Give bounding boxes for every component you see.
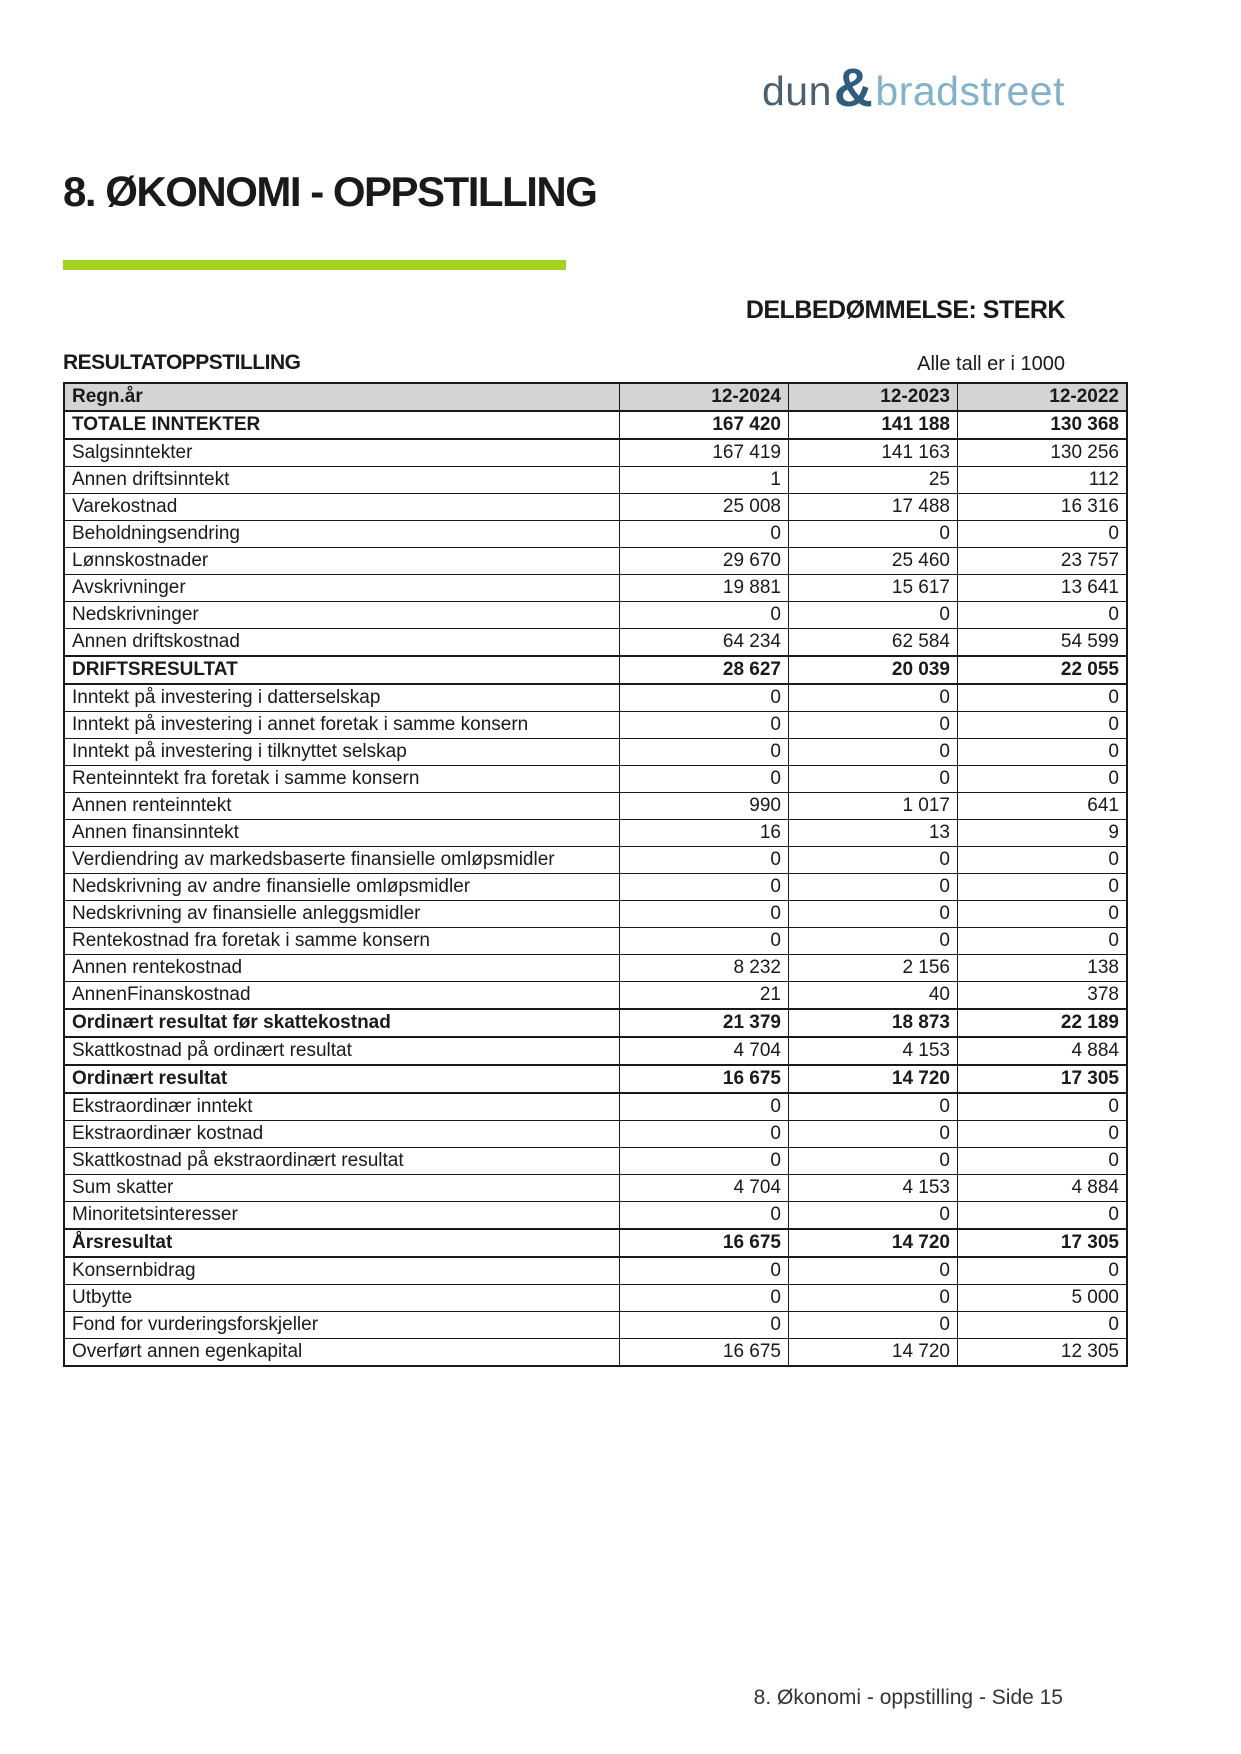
row-label: DRIFTSRESULTAT [64, 656, 620, 684]
row-value: 0 [958, 1202, 1128, 1230]
row-value: 0 [620, 928, 789, 955]
row-value: 0 [789, 712, 958, 739]
row-value: 0 [789, 847, 958, 874]
row-value: 12 305 [958, 1339, 1128, 1367]
row-label: Inntekt på investering i annet foretak i samme konsern [64, 712, 620, 739]
row-value: 0 [620, 1202, 789, 1230]
row-value: 14 720 [789, 1229, 958, 1257]
row-value: 0 [620, 602, 789, 629]
row-value: 13 641 [958, 575, 1128, 602]
table-row [64, 684, 1127, 712]
row-value: 0 [620, 1257, 789, 1285]
row-value: 0 [789, 684, 958, 712]
table-row [64, 1121, 1127, 1148]
row-value: 15 617 [789, 575, 958, 602]
table-row [64, 901, 1127, 928]
row-value: 17 305 [958, 1229, 1128, 1257]
row-value: 0 [789, 1121, 958, 1148]
row-label: Annen driftskostnad [64, 629, 620, 657]
table-row [64, 1009, 1127, 1037]
row-value: 0 [620, 901, 789, 928]
row-label: Inntekt på investering i tilknyttet selskap [64, 739, 620, 766]
row-value: 0 [789, 901, 958, 928]
row-value: 16 [620, 820, 789, 847]
row-label: Nedskrivning av andre finansielle omløpsmidler [64, 874, 620, 901]
table-body [64, 411, 1127, 1366]
table-row [64, 521, 1127, 548]
row-value: 0 [620, 1093, 789, 1121]
table-row [64, 739, 1127, 766]
units-note: Alle tall er i 1000 [917, 353, 1065, 375]
row-value: 0 [789, 521, 958, 548]
row-value: 0 [789, 739, 958, 766]
row-value: 0 [620, 521, 789, 548]
table-row [64, 1285, 1127, 1312]
logo-text-bradstreet: bradstreet [875, 67, 1065, 114]
row-value: 0 [958, 1121, 1128, 1148]
table-row [64, 793, 1127, 820]
row-label: Verdiendring av markedsbaserte finansielle omløpsmidler [64, 847, 620, 874]
row-value: 990 [620, 793, 789, 820]
row-value: 141 188 [789, 411, 958, 439]
row-label: Årsresultat [64, 1229, 620, 1257]
row-value: 0 [958, 521, 1128, 548]
page-footer: 8. Økonomi - oppstilling - Side 15 [753, 1686, 1063, 1709]
row-label: Annen driftsinntekt [64, 467, 620, 494]
row-value: 0 [958, 766, 1128, 793]
row-label: Lønnskostnader [64, 548, 620, 575]
table-header-row [64, 383, 1127, 411]
row-label: Salgsinntekter [64, 439, 620, 467]
row-value: 13 [789, 820, 958, 847]
row-value: 4 153 [789, 1037, 958, 1065]
row-label: Ordinært resultat før skattekostnad [64, 1009, 620, 1037]
row-value: 141 163 [789, 439, 958, 467]
table-row [64, 1339, 1127, 1367]
row-label: Annen rentekostnad [64, 955, 620, 982]
row-label: Ordinært resultat [64, 1065, 620, 1093]
row-value: 5 000 [958, 1285, 1128, 1312]
table-row [64, 439, 1127, 467]
column-header: 12-2023 [789, 383, 958, 411]
row-label: Annen renteinntekt [64, 793, 620, 820]
row-value: 0 [620, 1148, 789, 1175]
table-row [64, 1312, 1127, 1339]
row-label: AnnenFinanskostnad [64, 982, 620, 1010]
row-value: 2 156 [789, 955, 958, 982]
row-label: Minoritetsinteresser [64, 1202, 620, 1230]
table-row [64, 1093, 1127, 1121]
row-value: 25 008 [620, 494, 789, 521]
row-value: 16 675 [620, 1229, 789, 1257]
row-value: 0 [620, 712, 789, 739]
section-heading: RESULTATOPPSTILLING [63, 351, 301, 374]
row-value: 17 488 [789, 494, 958, 521]
row-value: 0 [958, 874, 1128, 901]
table-row [64, 955, 1127, 982]
table-row [64, 712, 1127, 739]
table-row [64, 1229, 1127, 1257]
table-row [64, 575, 1127, 602]
row-value: 16 316 [958, 494, 1128, 521]
row-value: 0 [789, 874, 958, 901]
column-header: 12-2022 [958, 383, 1128, 411]
row-label: Beholdningsendring [64, 521, 620, 548]
row-value: 167 419 [620, 439, 789, 467]
row-value: 112 [958, 467, 1128, 494]
table-row [64, 1065, 1127, 1093]
row-label: Overført annen egenkapital [64, 1339, 620, 1367]
row-value: 4 153 [789, 1175, 958, 1202]
row-value: 0 [958, 1093, 1128, 1121]
row-value: 28 627 [620, 656, 789, 684]
table-row [64, 874, 1127, 901]
row-value: 0 [958, 712, 1128, 739]
row-value: 1 [620, 467, 789, 494]
row-value: 0 [620, 684, 789, 712]
row-value: 0 [789, 602, 958, 629]
row-value: 0 [620, 1312, 789, 1339]
row-value: 0 [958, 928, 1128, 955]
assessment-heading: DELBEDØMMELSE: STERK [745, 296, 1065, 324]
row-value: 0 [958, 602, 1128, 629]
row-value: 21 379 [620, 1009, 789, 1037]
row-value: 4 704 [620, 1037, 789, 1065]
row-value: 9 [958, 820, 1128, 847]
row-value: 0 [620, 1285, 789, 1312]
logo-ampersand-icon: & [833, 58, 874, 118]
row-value: 20 039 [789, 656, 958, 684]
logo-text-dun: dun [761, 67, 832, 114]
row-label: Ekstraordinær inntekt [64, 1093, 620, 1121]
row-label: Konsernbidrag [64, 1257, 620, 1285]
row-value: 23 757 [958, 548, 1128, 575]
row-value: 641 [958, 793, 1128, 820]
table-row [64, 847, 1127, 874]
row-value: 0 [958, 901, 1128, 928]
row-value: 25 460 [789, 548, 958, 575]
table-row [64, 494, 1127, 521]
row-value: 0 [789, 1257, 958, 1285]
row-value: 0 [620, 847, 789, 874]
page-title: 8. ØKONOMI - OPPSTILLING [63, 168, 597, 215]
row-value: 8 232 [620, 955, 789, 982]
row-label: Utbytte [64, 1285, 620, 1312]
income-statement-table [63, 382, 1128, 1367]
row-value: 16 675 [620, 1339, 789, 1367]
row-value: 130 256 [958, 439, 1128, 467]
row-value: 138 [958, 955, 1128, 982]
row-value: 14 720 [789, 1065, 958, 1093]
row-value: 0 [958, 847, 1128, 874]
table-row [64, 1175, 1127, 1202]
row-value: 0 [789, 766, 958, 793]
table-row [64, 1148, 1127, 1175]
row-value: 1 017 [789, 793, 958, 820]
row-value: 54 599 [958, 629, 1128, 657]
table-row [64, 548, 1127, 575]
row-value: 0 [620, 1121, 789, 1148]
row-label: Varekostnad [64, 494, 620, 521]
row-value: 40 [789, 982, 958, 1010]
row-label: Renteinntekt fra foretak i samme konsern [64, 766, 620, 793]
title-underline-bar [63, 260, 566, 270]
row-label: Ekstraordinær kostnad [64, 1121, 620, 1148]
row-value: 4 704 [620, 1175, 789, 1202]
table-row [64, 602, 1127, 629]
column-header: Regn.år [64, 383, 620, 411]
row-value: 0 [958, 684, 1128, 712]
row-value: 18 873 [789, 1009, 958, 1037]
table-row [64, 656, 1127, 684]
row-value: 22 055 [958, 656, 1128, 684]
row-label: Skattkostnad på ekstraordinært resultat [64, 1148, 620, 1175]
table-row [64, 982, 1127, 1010]
row-value: 378 [958, 982, 1128, 1010]
table-row [64, 820, 1127, 847]
row-label: Nedskrivninger [64, 602, 620, 629]
column-header: 12-2024 [620, 383, 789, 411]
dun-bradstreet-logo [761, 58, 1065, 118]
row-value: 0 [789, 1285, 958, 1312]
row-value: 17 305 [958, 1065, 1128, 1093]
row-value: 62 584 [789, 629, 958, 657]
row-value: 16 675 [620, 1065, 789, 1093]
row-value: 130 368 [958, 411, 1128, 439]
row-label: Nedskrivning av finansielle anleggsmidler [64, 901, 620, 928]
table-row [64, 1257, 1127, 1285]
table-row [64, 928, 1127, 955]
table-row [64, 766, 1127, 793]
row-label: Sum skatter [64, 1175, 620, 1202]
row-value: 22 189 [958, 1009, 1128, 1037]
row-value: 4 884 [958, 1175, 1128, 1202]
row-value: 14 720 [789, 1339, 958, 1367]
row-label: Inntekt på investering i datterselskap [64, 684, 620, 712]
row-value: 0 [958, 1257, 1128, 1285]
table-row [64, 1202, 1127, 1230]
table-row [64, 467, 1127, 494]
row-value: 0 [789, 928, 958, 955]
row-value: 0 [789, 1202, 958, 1230]
row-value: 4 884 [958, 1037, 1128, 1065]
row-value: 0 [789, 1148, 958, 1175]
row-value: 0 [620, 874, 789, 901]
row-value: 0 [620, 766, 789, 793]
table-row [64, 411, 1127, 439]
row-label: Fond for vurderingsforskjeller [64, 1312, 620, 1339]
row-value: 0 [620, 739, 789, 766]
row-value: 0 [789, 1093, 958, 1121]
row-value: 25 [789, 467, 958, 494]
row-label: Avskrivninger [64, 575, 620, 602]
table-row [64, 1037, 1127, 1065]
row-label: Skattkostnad på ordinært resultat [64, 1037, 620, 1065]
row-value: 0 [958, 739, 1128, 766]
row-value: 64 234 [620, 629, 789, 657]
row-value: 0 [789, 1312, 958, 1339]
row-value: 167 420 [620, 411, 789, 439]
row-value: 0 [958, 1312, 1128, 1339]
row-value: 21 [620, 982, 789, 1010]
row-value: 29 670 [620, 548, 789, 575]
row-label: Rentekostnad fra foretak i samme konsern [64, 928, 620, 955]
row-value: 19 881 [620, 575, 789, 602]
row-label: TOTALE INNTEKTER [64, 411, 620, 439]
table-row [64, 629, 1127, 657]
row-value: 0 [958, 1148, 1128, 1175]
row-label: Annen finansinntekt [64, 820, 620, 847]
